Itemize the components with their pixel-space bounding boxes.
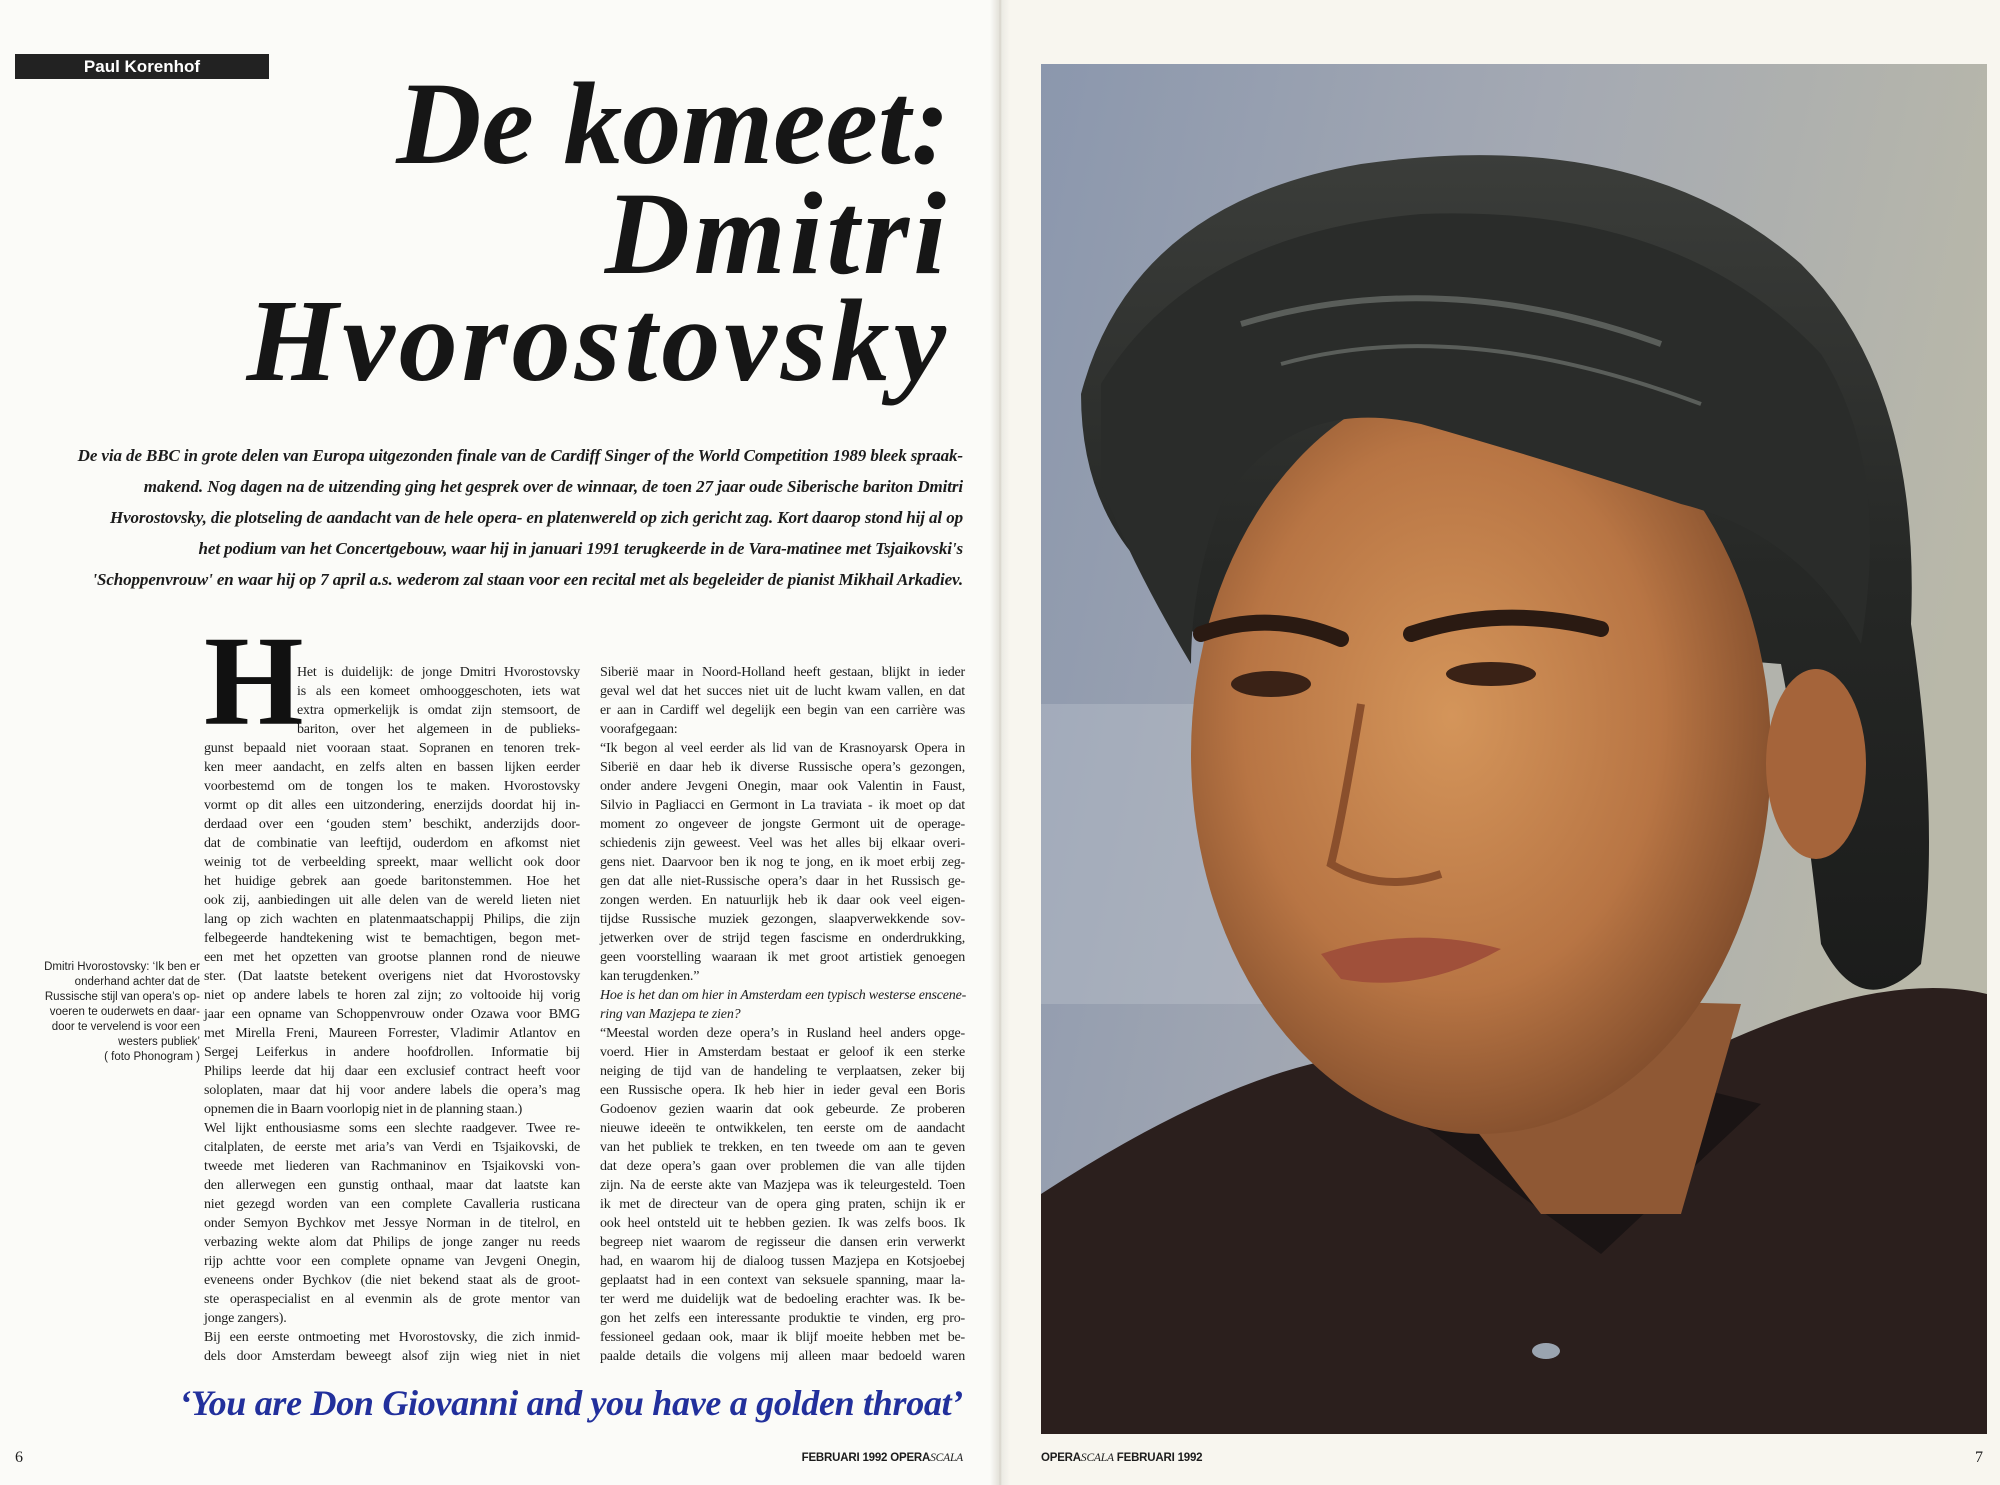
body-text-line: voerd. Hier in Amsterdam bestaat er geloof ik een sterke: [600, 1045, 965, 1060]
body-text-line: is als een komeet omhooggeschoten, iets wat: [297, 684, 580, 699]
body-text-line: onder andere Jevgeni Onegin, maar ook Valentin in Faust,: [600, 779, 965, 794]
body-text-line: ter werd me duidelijk wat de bedoeling erachter was. Ik be-: [600, 1292, 965, 1307]
drop-cap: H: [204, 610, 304, 752]
body-text-line: schiedenis zijn geweest. Veel was het alles bij elkaar overi-: [600, 836, 965, 851]
body-text-line: tweede met liederen van Rachmaninov en Tsjaikovski von-: [204, 1159, 580, 1174]
body-text-line: Bij een eerste ontmoeting met Hvorostovsky, die zich inmid-: [204, 1330, 580, 1345]
body-text-line: bariton, over het algemeen in de publieks-: [297, 722, 580, 737]
running-footer-right: [1041, 1451, 1202, 1465]
body-text-line: Silvio in Pagliacci en Germont in La traviata - ik moet op dat: [600, 798, 965, 813]
body-text-line: voorafgegaan:: [600, 722, 678, 737]
body-text-line: gunst bepaald niet vooraan staat. Sopranen en tenoren trek-: [204, 741, 580, 756]
body-text-line: Godoenov gezien waarin dat ook gebeurde. Ze proberen: [600, 1102, 965, 1117]
body-text-line: Sergej Leiferkus in andere hoofdrollen. Informatie bij: [204, 1045, 580, 1060]
intro-line: het podium van het Concertgebouw, waar hij in januari 1991 terugkeerde in de Vara-matinee met Tsjaikovski's: [198, 539, 963, 558]
body-text-line: derdaad over een ‘gouden stem’ beschikt, anderzijds door-: [204, 817, 580, 832]
body-text-line: dat de combinatie van leeftijd, ouderdom en afkomst niet: [204, 836, 580, 851]
intro-line: 'Schoppenvrouw' en waar hij op 7 april a.s. wederom zal staan voor een recital met als begeleider de pianist Mikhail Arkadiev.: [92, 570, 963, 589]
portrait-photo: [1041, 64, 1987, 1434]
body-text-line: van het publiek te trekken, en ten tweede om aan te geven: [600, 1140, 965, 1155]
intro-line: makend. Nog dagen na de uitzending ging het gesprek over de winnaar, de toen 27 jaar oude Siberische bariton Dmitri: [143, 477, 963, 496]
body-text-line: gens niet. Daarvoor ben ik nog te jong, en ik moet erbij zeg-: [600, 855, 965, 870]
headline-line-2: Dmitri: [604, 168, 950, 299]
ear: [1766, 669, 1866, 859]
right-eye: [1446, 662, 1536, 686]
body-text-line: begreep niet waarom de regisseur die dansen erin verwerkt: [600, 1235, 965, 1250]
body-text-line: verbazing wekte alom dat Philips de jonge zanger nu reeds: [204, 1235, 580, 1250]
body-text-line: tijdse Russische muziek gezongen, slaapverwekkende sov-: [600, 912, 965, 927]
body-text-line: ik met de directeur van de opera ging praten, schijn ik er: [600, 1197, 965, 1212]
spread-gutter: [990, 0, 1010, 1485]
caption-line: Dmitri Hvorostovsky: ‘Ik ben er: [44, 961, 200, 973]
portrait-illustration: [1041, 64, 1987, 1434]
page-number-left: 6: [15, 1449, 23, 1466]
intro-lead: [23, 440, 963, 595]
body-text-line: geplaatst had in een context van seksuele spanning, maar la-: [600, 1273, 965, 1288]
body-text-line: niet gezegd worden van een complete Cavalleria rusticana: [204, 1197, 580, 1212]
body-text-line: moment zo ongeveer de jongste Germont uit de operage-: [600, 817, 965, 832]
body-text-line: met Mirella Freni, Maureen Forrester, Vladimir Atlantov en: [204, 1026, 580, 1041]
body-text-line: ook heel ontsteld uit te hebben gezien. Ik was zelfs boos. Ik: [600, 1216, 965, 1231]
caption-line: Russische stijl van opera’s op-: [44, 991, 200, 1003]
caption-line: door te vervelend is voor een: [51, 1021, 200, 1033]
body-text-line: nieuwe ideeën te ontwikkelen, ten eerste om de aandacht: [600, 1121, 965, 1136]
body-text-line: geen voorstelling waaraan ik met groot artistiek genoegen: [600, 950, 965, 965]
body-column-1: [204, 663, 580, 1366]
body-text-line: soloplaten, maar dat hij voor andere labels die opera’s mag: [204, 1083, 580, 1098]
body-text-line: er aan in Cardiff wel degelijk een begin van een carrière was: [600, 703, 965, 718]
body-text-line: Het is duidelijk: de jonge Dmitri Hvorostovsky: [297, 665, 580, 680]
caption-line: westers publiek’: [118, 1036, 200, 1048]
runner-scala: SCALA: [1080, 1452, 1114, 1464]
body-text-line: ste operaspecialist en al evenmin als de grote mentor van: [204, 1292, 580, 1307]
body-text-line: lang op zich wachten en platenmaatschappij Philips, die zijn: [204, 912, 580, 927]
body-text-line: zijn. Na de eerste akte van Mazjepa was ik teleurgesteld. Toen: [600, 1178, 965, 1193]
body-text-line: zongen werden. En natuurlijk heb ik daar ook veel eigen-: [600, 893, 965, 908]
body-text-line: een Russische opera. Ik heb hier in ieder geval een Boris: [600, 1083, 965, 1098]
body-text-line: ster. (Dat laatste betekent overigens niet dat Hvorostovsky: [204, 969, 580, 984]
body-text-line: jaar een opname van Schoppenvrouw onder Ozawa voor BMG: [204, 1007, 580, 1022]
body-text-line: Hoe is het dan om hier in Amsterdam een typisch westerse enscene-: [600, 988, 967, 1003]
intro-line: Hvorostovsky, die plotseling de aandacht van de hele opera- en platenwereld op zich gericht zag. Kort daarop stond hij al op: [109, 508, 963, 527]
caption-line: voeren te ouderwets en daar-: [49, 1006, 200, 1018]
body-text-line: dels door Amsterdam beweegt alsof zijn wieg niet in niet: [204, 1349, 580, 1364]
runner-text: FEBRUARI 1992: [1113, 1452, 1203, 1464]
runner-text: FEBRUARI 1992 OPERA: [801, 1452, 931, 1464]
left-eye: [1231, 671, 1311, 697]
photo-caption: [20, 960, 200, 1065]
body-text-line: “Meestal worden deze opera’s in Rusland heel anders opge-: [600, 1026, 965, 1041]
runner-opera: OPERA: [1041, 1452, 1081, 1464]
body-text-line: Philips leerde dat hij daar een exclusief contract heeft voor: [204, 1064, 580, 1079]
caption-line: onderhand achter dat de: [74, 976, 200, 988]
author-byline: Paul Korenhof: [15, 54, 269, 79]
body-text-line: fessioneel gedaan ook, maar ik blijf moeite hebben met be-: [600, 1330, 965, 1345]
body-text-line: een met het opzetten van grootse plannen rond de nieuwe: [204, 950, 580, 965]
body-text-line: niet op andere labels te horen zal zijn; zo voltooide hij vorig: [204, 988, 580, 1003]
body-text-line: gon het zelfs een interessante produktie te vinden, erg pro-: [600, 1311, 965, 1326]
page-number-right: 7: [1975, 1449, 1983, 1466]
body-text-line: jonge zangers).: [204, 1311, 287, 1326]
headline-line-3: Hvorostovsky: [246, 275, 950, 406]
body-text-line: Siberië en daar heb ik diverse Russische opera’s gezongen,: [600, 760, 965, 775]
body-text-line: ken meer aandacht, en zelfs alten en bassen lijken eerder: [204, 760, 580, 775]
body-text-line: vormt op dit alles een uitzondering, enerzijds doordat hij in-: [204, 798, 580, 813]
body-text-line: citalplaten, de eerste met aria’s van Verdi en Tsjaikovski, de: [204, 1140, 580, 1155]
runner-scala: SCALA: [930, 1452, 963, 1464]
body-text-line: opnemen die in Baarn voorlopig niet in de planning staan.): [204, 1102, 523, 1117]
body-text-line: weinig tot de verbeelding spreekt, maar wellicht ook door: [204, 855, 580, 870]
body-text-line: den allerwegen een gunstig onthaal, maar dat laatste kan: [204, 1178, 580, 1193]
body-column-2: [600, 663, 965, 1366]
body-text-line: geval wel dat het succes niet uit de lucht kwam vallen, en dat: [600, 684, 965, 699]
body-text-line: jetwerken over de strijd tegen fascisme en onderdrukking,: [600, 931, 965, 946]
body-text-line: ook zij, aanbiedingen uit alle delen van de wereld lieten niet: [204, 893, 580, 908]
body-text-line: extra opmerkelijk is omdat zijn stemsoort, de: [297, 703, 580, 718]
body-text-line: ring van Mazjepa te zien?: [600, 1007, 741, 1022]
body-text-line: onder Semyon Bychkov met Jessye Norman in de titelrol, en: [204, 1216, 580, 1231]
body-text-line: dat deze opera’s gaan over problemen die van alle tijden: [600, 1159, 965, 1174]
body-text-line: had, en waarom hij de dialoog tussen Mazjepa en Kotsjoebej: [600, 1254, 965, 1269]
body-text-line: het huidige gebrek aan goede baritonstemmen. Hoe het: [204, 874, 580, 889]
body-text-line: felbegeerde handtekening wist te bemachtigen, begon met-: [204, 931, 580, 946]
headline-line-1: De komeet:: [396, 58, 950, 189]
body-text-line: gen dat alle niet-Russische opera’s daar in het Russisch ge-: [600, 874, 965, 889]
body-text-line: kan terugdenken.”: [600, 969, 700, 984]
body-text-line: paalde details die volgens mij alleen maar bedoeld waren: [600, 1349, 965, 1364]
body-text-line: “Ik begon al veel eerder als lid van de Krasnoyarsk Opera in: [600, 741, 965, 756]
body-text-line: Siberië maar in Noord-Holland heeft gestaan, blijkt in ieder: [600, 665, 965, 680]
pull-quote: ‘You are Don Giovanni and you have a golden throat’: [179, 1383, 963, 1423]
body-text-line: rijp achtte voor een complete opname van Jevgeni Onegin,: [204, 1254, 580, 1269]
caption-line: ( foto Phonogram ): [104, 1051, 200, 1063]
body-text-line: Wel lijkt enthousiasme soms een slechte raadgever. Twee re-: [204, 1121, 580, 1136]
running-footer-left: [802, 1451, 963, 1465]
body-text-line: neiging de tijd van de handeling te verplaatsen, zeker bij: [600, 1064, 965, 1079]
body-text-line: eveneens onder Bychkov (die niet bekend staat als de groot-: [204, 1273, 580, 1288]
body-text-line: voorbestemd om de tongen los te maken. Hvorostovsky: [204, 779, 580, 794]
intro-line: De via de BBC in grote delen van Europa uitgezonden finale van de Cardiff Singer of the World Competition 1989 bleek spraak-: [77, 446, 963, 465]
